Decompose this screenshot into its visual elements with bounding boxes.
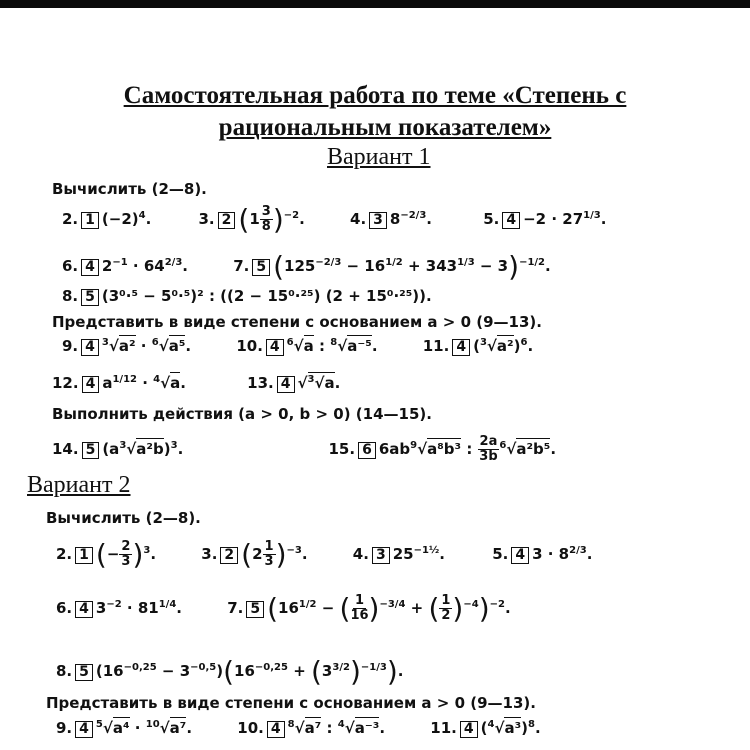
top-bar — [0, 0, 750, 8]
variant-2-label: Вариант 2 — [27, 472, 131, 498]
v1-row-9-11: 9. 4 $^3$√a² · $^6$√a⁵. 10. 4 $^6$√a : $^8$√a⁻⁵. 11. 4 $(^3√a^2)^6$. — [62, 337, 534, 355]
v2-row-2-5: 2. 1 (− $\frac{2}{3}$ )$^3$. 3. 2 (2 $\frac{1}{3}$ )$^{-3}$. 4. 3 $25^{-1\frac{1}{2}}$. 5. 4 $3 \cdot 8^{2/3}$. — [56, 538, 593, 571]
v1-row-6-7: 6. 4 $2^{-1} \cdot 64^{2/3}$. 7. 5 $(125^{-2/3} - 16^{1/2} + 343^{1/3} - 3)^{-1/2}$. — [62, 250, 551, 283]
v1-ops-header: Выполнить действия (a > 0, b > 0) (14—15). — [52, 405, 432, 423]
v1-row-14-15: 14. 5 $(a^3√a^2b)^3$. 15. 6 $6ab^9√a^8b^3$ : $\frac{2a}{3b}$ $^6$√a²b⁵. — [52, 434, 557, 464]
title-line-1: Самостоятельная работа по теме «Степень с — [123, 82, 627, 109]
v1-row-8: 8. 5 (3⁰·⁵ − 5⁰·⁵)² : ((2 − 15⁰·²⁵) (2 + 15⁰·²⁵)). — [62, 287, 432, 305]
v1-repr-header: Представить в виде степени с основанием a > 0 (9—13). — [52, 313, 542, 331]
v1-calc-header: Вычислить (2—8). — [52, 180, 207, 198]
v2-row-9-11: 9. 4 $^5$√a⁴ · $^{10}$√a⁷. 10. 4 $^8$√a⁷ : $^4$√a⁻³. 11. 4 $(^4√a^3)^8$. — [56, 719, 541, 737]
v2-repr-header: Представить в виде степени с основанием a > 0 (9—13). — [46, 694, 536, 712]
v1-row-2-5: 2. 1 $(-2)^4$. 3. 2 (1 $\frac{3}{8}$ )$^{-2}$. 4. 3 $8^{-2/3}$. 5. $4 -2 \cdot 27^{1/3}$. — [62, 203, 607, 236]
title-line-2: рациональным показателем» — [218, 114, 552, 141]
variant-1-label: Вариант 1 — [327, 144, 431, 170]
v2-row-6-7: 6. 4 $3^{-2} \cdot 81^{1/4}$. 7. 5 ($16^{1/2}$ − ( $\frac{1}{16}$ )$^{-3/4}$ + ( $\frac{1}{2}$ )$^{-4}$)$^{-2}$. — [56, 592, 511, 625]
v2-calc-header: Вычислить (2—8). — [46, 509, 201, 527]
v1-row-12-13: 12. 4 $a^{1/12} \cdot ^4√a$. 13. 4 √$^3$√a. — [52, 374, 341, 392]
v2-row-8: 8. 5 $(16^{-0,25} - 3^{-0,5})(16^{-0,25} + (3^{3/2})^{-1/3})$. — [56, 655, 404, 688]
